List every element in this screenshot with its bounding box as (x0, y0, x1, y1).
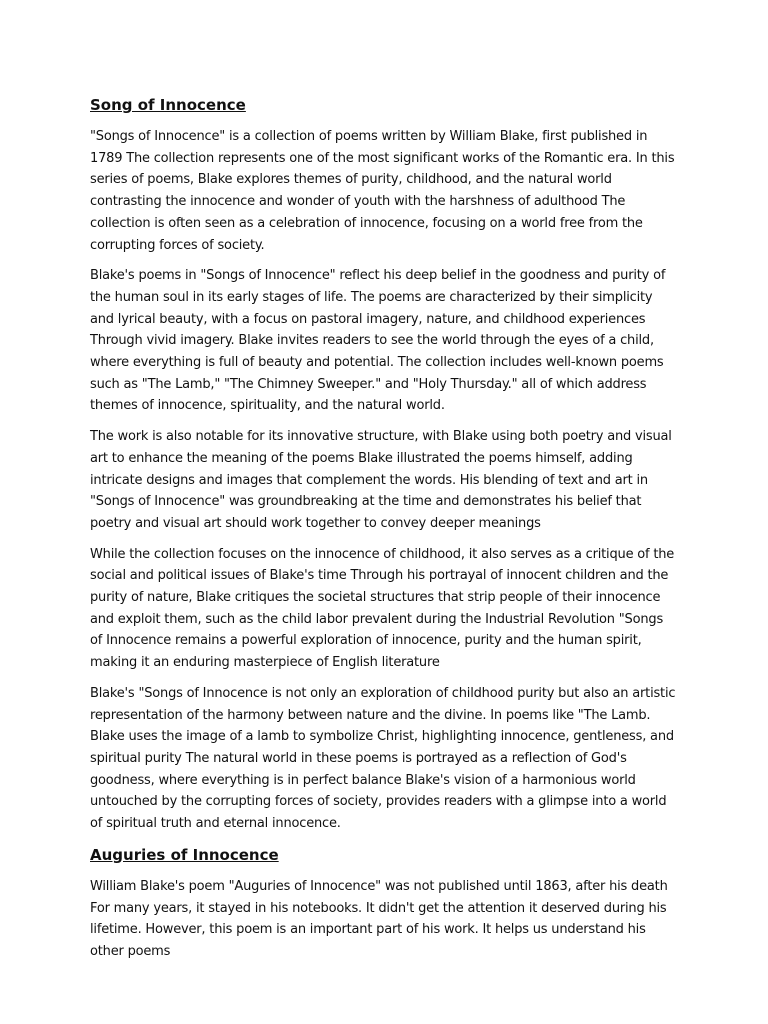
section-heading: Auguries of Innocence (90, 845, 279, 864)
paragraph: William Blake's poem "Auguries of Innocence" was not published until 1863, after his death For many years, it stayed in his notebooks. It didn't get the attention it deserved during his lifetime. However, this poem is an important part of his work. It helps us understand his other poems (90, 878, 668, 959)
paragraph: While the collection focuses on the innocence of childhood, it also serves as a critique of the social and political issues of Blake's time Through his portrayal of innocent children and the purity of nature, Blake critiques the societal structures that strip people of their innocence and exploit them, such as the child labor prevalent during the Industrial Revolution "Songs of Innocence remains a powerful exploration of innocence, purity and the human spirit, making it an enduring masterpiece of English literature (90, 546, 675, 671)
paragraph: Blake's poems in "Songs of Innocence" reflect his deep belief in the goodness and purity of the human soul in its early stages of life. The poems are characterized by their simplicity and lyrical beauty, with a focus on pastoral imagery, nature, and childhood experiences Through vivid imagery. Blake invites readers to see the world through the eyes of a child, where everything is full of beauty and potential. The collection includes well-known poems such as "The Lamb," "The Chimney Sweeper." and "Holy Thursday." all of which address themes of innocence, spirituality, and the natural world. (90, 268, 666, 414)
paragraph: "Songs of Innocence" is a collection of poems written by William Blake, first published in 1789 The collection represents one of the most significant works of the Romantic era. In this series of poems, Blake explores themes of purity, childhood, and the natural world contrasting the innocence and wonder of youth with the harshness of adulthood The collection is often seen as a celebration of innocence, focusing on a world free from the corrupting forces of society. (90, 129, 675, 253)
paragraph: The work is also notable for its innovative structure, with Blake using both poetry and visual art to enhance the meaning of the poems Blake illustrated the poems himself, adding intricate designs and images that complement the words. His blending of text and art in "Songs of Innocence" was groundbreaking at the time and demonstrates his belief that poetry and visual art should work together to convey deeper meanings (90, 429, 672, 531)
paragraph: Blake's "Songs of Innocence is not only an exploration of childhood purity but also an artistic representation of the harmony between nature and the divine. In poems like "The Lamb. Blake uses the image of a lamb to symbolize Christ, highlighting innocence, gentleness, and spiritual purity The natural world in these poems is portrayed as a reflection of God's goodness, where everything is in perfect balance Blake's vision of a harmonious world untouched by the corrupting forces of society, provides readers with a glimpse into a world of spiritual truth and eternal innocence. (90, 685, 676, 832)
document-title: Song of Innocence (90, 96, 246, 114)
